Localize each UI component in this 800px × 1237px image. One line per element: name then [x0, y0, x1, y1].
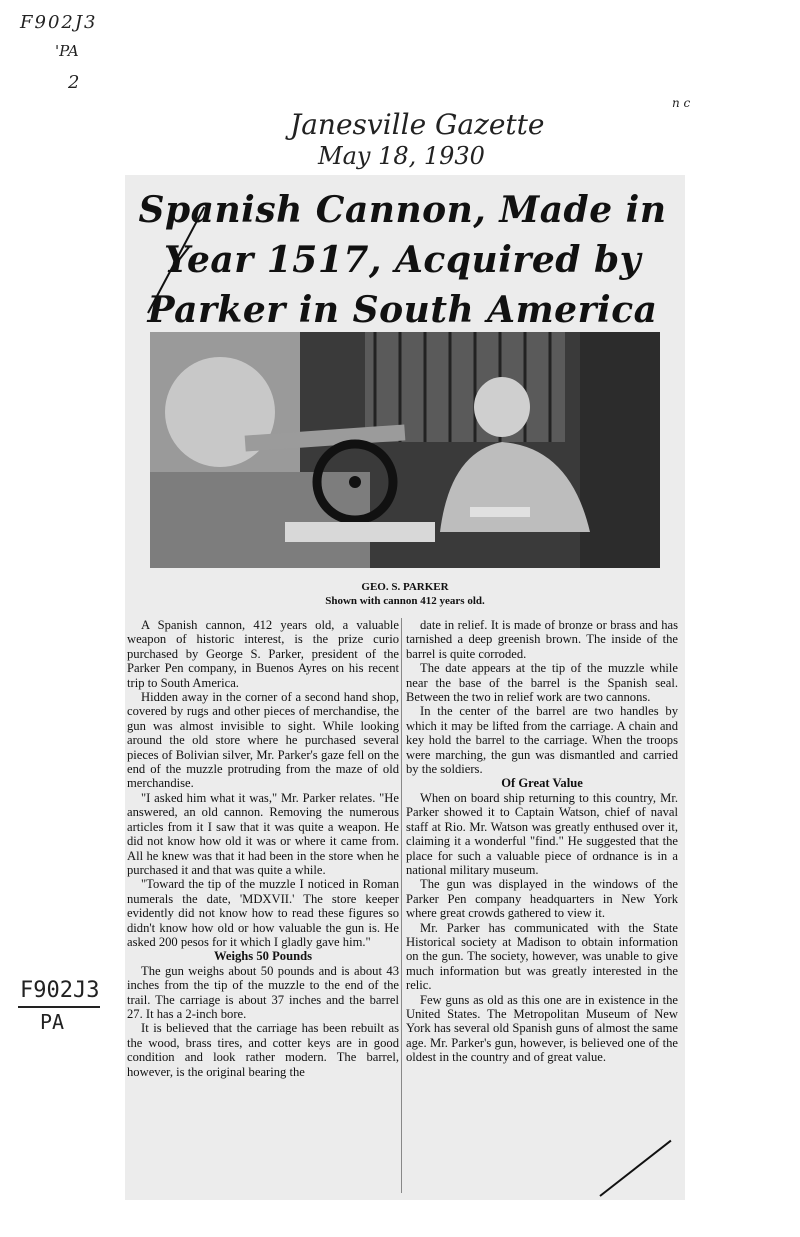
photo-parker-with-cannon	[150, 332, 660, 568]
article-paragraph: When on board ship returning to this country, Mr. Parker showed it to Captain Watson, chief of naval staff at Rio. Mr. Watson was greatly enthused over it, claiming it a wonderful "find." He suggested that the place for such a valuable piece of ordnance is in a national military museum.	[406, 790, 678, 877]
subheading: Of Great Value	[501, 776, 583, 791]
article-column-left	[127, 618, 399, 1079]
article-paragraph: "I asked him what it was," Mr. Parker relates. "He answered, an old cannon. Removing the numerous articles from it I saw that it was quite a weapon. He did not know how old it was or where it came from. All he knew was that it had been in the store when he purchased it and that was quite a while.	[127, 790, 399, 877]
source-date: May 18, 1930	[318, 142, 485, 170]
article-paragraph: It is believed that the carriage has been rebuilt as the wood, brass tires, and cotter keys are in good condition and look rather modern. The barrel, however, is the original bearing the	[127, 1021, 399, 1079]
margin-underline	[18, 1006, 100, 1008]
article-paragraph: date in relief. It is made of bronze or brass and has tarnished a deep greenish brown. The inside of the barrel is quite corroded.	[406, 618, 678, 661]
corner-note: n c	[672, 96, 691, 110]
article-paragraph: "Toward the tip of the muzzle I noticed in Roman numerals the date, 'MDXVII.' The store keeper evidently did not know how to read these figures so didn't know how old or how valuable the gun is. He asked 200 pesos for it which I gladly gave him."	[127, 877, 399, 949]
column-divider	[401, 618, 402, 1193]
article-paragraph: The date appears at the tip of the muzzle while near the base of the barrel is the Spanish seal. Between the two in relief work are two cannons.	[406, 661, 678, 705]
headline-line-1: Spanish Cannon, Made in	[138, 189, 667, 231]
article-paragraph: A Spanish cannon, 412 years old, a valuable weapon of historic interest, is the prize curio purchased by George S. Parker, president of the Parker Pen company, in Buenos Ayres on his recent trip to South America.	[127, 618, 399, 690]
caption-text: Shown with cannon 412 years old.	[325, 595, 485, 607]
margin-code-pa: PA	[40, 1010, 65, 1034]
article-paragraph: Hidden away in the corner of a second hand shop, covered by rugs and other pieces of merchandise, the gun was almost invisible to sight. While looking around the old store where he purchased several pieces of Bolivian silver, Mr. Parker's gaze fell on the end of the muzzle protruding from the maze of old merchandise.	[127, 690, 399, 791]
archive-code-pa: 'PA	[55, 42, 79, 60]
headline	[130, 185, 675, 335]
archive-page-number: 2	[68, 72, 80, 93]
caption-name: GEO. S. PARKER	[361, 581, 449, 593]
archive-code-top: F902J3	[20, 12, 98, 33]
article-paragraph: Few guns as old as this one are in existence in the United States. The Metropolitan Museum of New York has several old Spanish guns of almost the same age. Mr. Parker's gun, however, is believed one of the oldest in the country and of great value.	[406, 992, 678, 1065]
subheading: Weighs 50 Pounds	[214, 949, 312, 964]
article-column-right	[406, 618, 678, 1065]
margin-code: F902J3	[20, 978, 100, 1003]
article-paragraph: Mr. Parker has communicated with the State Historical society at Madison to obtain information on the gun. The society, however, was unable to give much information but was greatly interested in the relic.	[406, 920, 678, 993]
source-newspaper: Janesville Gazette	[290, 108, 545, 141]
headline-line-2: Year 1517, Acquired by	[163, 239, 642, 281]
photo-illustration	[150, 332, 660, 568]
article-paragraph: In the center of the barrel are two handles by which it may be lifted from the carriage. A chain and key hold the barrel to the carriage. When the troops were marching, the gun was dismantled and carried by the soldiers.	[406, 704, 678, 777]
article-paragraph: The gun was displayed in the windows of the Parker Pen company headquarters in New York where great crowds gathered to view it.	[406, 877, 678, 921]
photo-caption	[130, 580, 680, 608]
headline-line-3: Parker in South America	[147, 289, 658, 331]
article-paragraph: The gun weighs about 50 pounds and is about 43 inches from the tip of the muzzle to the end of the trail. The carriage is about 37 inches and the barrel 27. It has a 2-inch bore.	[127, 963, 399, 1021]
